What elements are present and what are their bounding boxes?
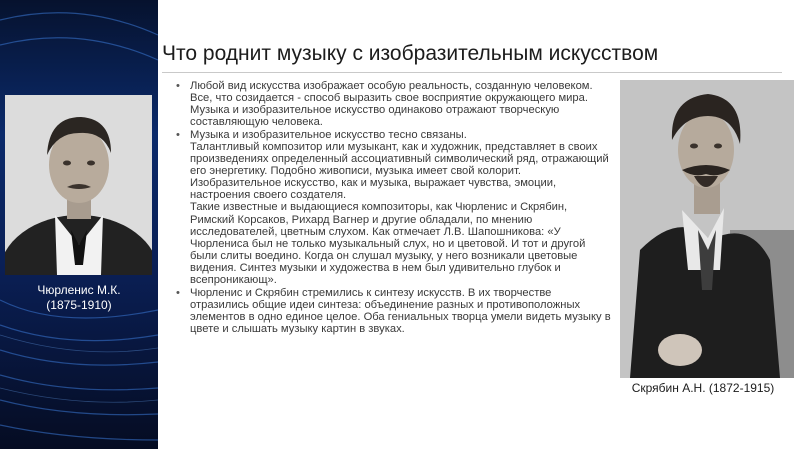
portrait-right-caption: Скрябин А.Н. (1872-1915) bbox=[631, 381, 775, 395]
title-divider bbox=[162, 72, 782, 73]
bullet-dot-icon: • bbox=[176, 286, 180, 299]
bullet-paragraph: Чюрленис и Скрябин стремились к синтезу искусств. В их творчестве отразились общие идеи синтеза: объединение разных и противоположных элементов в одно единое целое. Оба гениальных творца умели видеть музыку в цвете и слышать музыку картин в звуках. bbox=[190, 286, 611, 335]
bullet-paragraph: Такие известные и выдающиеся композиторы, как Чюрленис и Скрябин, Римский Корсаков, Рихард Вагнер и другие обладали, по мнению исследователей, цветным слухом. Как отмечает Л.В. Шапошникова: «У Чюрлениса был не только музыкальный слух, но и цветовой. И тот и другой были слиты воедино. Когда он слушал музыку, у него возникали цветовые видения. Синтез музыки и художества в нем был удивительно глубок и всепроникающ». bbox=[190, 201, 586, 286]
bullet-item bbox=[176, 80, 612, 128]
slide-title: Что роднит музыку с изобразительным искусством bbox=[162, 42, 659, 65]
portrait-left-caption bbox=[0, 283, 158, 313]
bullet-dot-icon: • bbox=[176, 80, 180, 92]
bullet-paragraph: Талантливый композитор или музыкант, как и художник, представляет в своих произведениях определенный ассоциативный символический ряд, отражающий его энергетику. Подобно живописи, музыка имеет свой колорит. Изобразительное искусство, как и музыка, выражает чувства, эмоции, настроения своего создателя. bbox=[190, 141, 609, 202]
caption-left-name: Чюрленис М.К. bbox=[37, 283, 121, 297]
portrait-ciurlionis bbox=[5, 95, 152, 275]
bullet-item bbox=[176, 129, 612, 286]
slide-body bbox=[176, 80, 612, 336]
bullet-item bbox=[176, 287, 612, 335]
bullet-dot-icon: • bbox=[176, 129, 180, 142]
caption-left-years: (1875-1910) bbox=[46, 298, 112, 312]
bullet-paragraph: Любой вид искусства изображает особую реальность, созданную человеком. Все, что созидается - способ выразить свое восприятие окружающего мира. Музыка и изобразительное искусство одинаково отражают творческую составляющую человека. bbox=[190, 80, 593, 129]
portrait-scriabin bbox=[620, 80, 794, 378]
bullet-paragraph: Музыка и изобразительное искусство тесно связаны. bbox=[190, 129, 467, 142]
